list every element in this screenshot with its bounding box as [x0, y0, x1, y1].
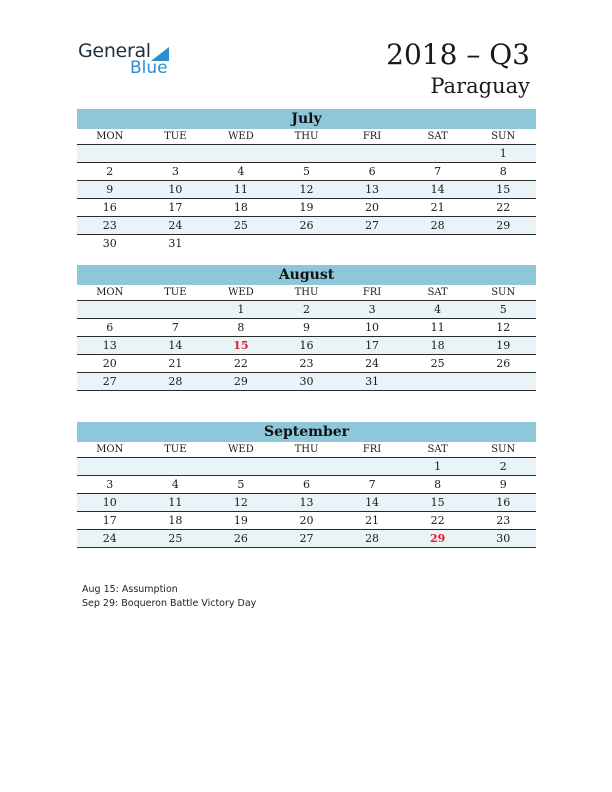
day-cell: 27	[102, 375, 117, 388]
day-cell: 22	[496, 201, 511, 214]
month-august	[77, 265, 536, 391]
day-cell: 13	[365, 183, 380, 196]
day-cell: 17	[365, 339, 380, 352]
day-cell: 6	[368, 165, 376, 178]
week-row	[77, 494, 536, 512]
day-cell: 31	[365, 375, 380, 388]
day-cell: 1	[237, 303, 245, 316]
day-cell: 9	[499, 478, 507, 491]
weekday-label: THU	[294, 444, 319, 455]
day-cell: 12	[233, 496, 248, 509]
day-cell: 21	[168, 357, 183, 370]
weekday-label: FRI	[362, 131, 382, 142]
month-title: August	[77, 265, 536, 285]
day-cell: 11	[430, 321, 445, 334]
day-cell: 19	[496, 339, 511, 352]
day-cell: 7	[368, 478, 376, 491]
day-cell: 26	[299, 219, 314, 232]
day-cell: 23	[102, 219, 117, 232]
day-cell: 5	[237, 478, 245, 491]
weekday-header-row	[77, 442, 536, 458]
day-cell: 25	[233, 219, 248, 232]
day-cell: 18	[168, 514, 183, 527]
day-cell: 2	[302, 303, 310, 316]
day-cell: 6	[302, 478, 310, 491]
weekday-label: TUE	[164, 131, 187, 142]
weekday-header-row	[77, 129, 536, 145]
weekday-label: SUN	[491, 287, 516, 298]
month-title: September	[77, 422, 536, 442]
day-cell: 23	[496, 514, 511, 527]
day-cell	[339, 235, 405, 252]
week-row	[77, 235, 536, 252]
week-row	[77, 145, 536, 163]
day-cell: 29	[496, 219, 511, 232]
day-cell: 5	[302, 165, 310, 178]
day-cell	[339, 145, 405, 162]
week-row	[77, 337, 536, 355]
day-cell: 20	[102, 357, 117, 370]
day-cell: 1	[499, 147, 507, 160]
day-cell: 6	[106, 321, 114, 334]
week-row	[77, 301, 536, 319]
day-cell: 3	[368, 303, 376, 316]
holiday-day-cell: 29	[429, 532, 446, 545]
day-cell: 11	[233, 183, 248, 196]
day-cell: 18	[233, 201, 248, 214]
day-cell: 18	[430, 339, 445, 352]
weekday-label: FRI	[362, 444, 382, 455]
week-row	[77, 530, 536, 548]
day-cell: 27	[299, 532, 314, 545]
weekday-label: MON	[96, 287, 124, 298]
day-cell	[77, 301, 143, 318]
day-cell: 10	[365, 321, 380, 334]
weekday-header-row	[77, 285, 536, 301]
day-cell	[77, 458, 143, 475]
day-cell: 19	[299, 201, 314, 214]
holiday-day-cell: 15	[233, 339, 249, 352]
day-cell: 28	[365, 532, 380, 545]
day-cell: 12	[496, 321, 511, 334]
day-cell: 16	[102, 201, 117, 214]
day-cell: 12	[299, 183, 314, 196]
weekday-label: TUE	[164, 287, 187, 298]
day-cell	[208, 458, 274, 475]
day-cell: 10	[102, 496, 117, 509]
day-cell: 8	[237, 321, 245, 334]
week-row	[77, 476, 536, 494]
day-cell	[274, 235, 340, 252]
page-title: 2018 – Q3	[386, 38, 530, 71]
day-cell: 2	[106, 165, 114, 178]
day-cell: 24	[365, 357, 380, 370]
weekday-label: SAT	[427, 287, 448, 298]
day-cell: 16	[496, 496, 511, 509]
day-cell: 14	[430, 183, 445, 196]
month-july	[77, 109, 536, 252]
day-cell: 26	[496, 357, 511, 370]
day-cell: 7	[434, 165, 442, 178]
day-cell: 16	[299, 339, 314, 352]
day-cell: 21	[365, 514, 380, 527]
day-cell: 17	[102, 514, 117, 527]
day-cell: 22	[233, 357, 248, 370]
day-cell: 10	[168, 183, 183, 196]
holiday-note: Aug 15: Assumption	[82, 584, 178, 595]
week-row	[77, 163, 536, 181]
week-row	[77, 217, 536, 235]
weekday-label: MON	[96, 444, 124, 455]
day-cell: 8	[434, 478, 442, 491]
day-cell: 30	[496, 532, 511, 545]
day-cell: 7	[171, 321, 179, 334]
week-row	[77, 319, 536, 337]
day-cell: 3	[106, 478, 114, 491]
day-cell	[143, 301, 209, 318]
logo-text-blue: Blue	[130, 58, 168, 78]
weekday-label: WED	[228, 444, 254, 455]
week-row	[77, 181, 536, 199]
weekday-label: SUN	[491, 444, 516, 455]
week-row	[77, 373, 536, 391]
day-cell: 4	[434, 303, 442, 316]
day-cell: 26	[233, 532, 248, 545]
day-cell	[143, 145, 209, 162]
day-cell: 28	[430, 219, 445, 232]
weekday-label: THU	[294, 287, 319, 298]
day-cell: 17	[168, 201, 183, 214]
day-cell	[405, 235, 471, 252]
day-cell: 3	[171, 165, 179, 178]
day-cell: 30	[299, 375, 314, 388]
day-cell: 25	[430, 357, 445, 370]
day-cell: 1	[434, 460, 442, 473]
day-cell: 28	[168, 375, 183, 388]
weekday-label: TUE	[164, 444, 187, 455]
day-cell: 4	[171, 478, 179, 491]
day-cell	[208, 235, 274, 252]
day-cell: 30	[102, 237, 117, 250]
day-cell: 20	[299, 514, 314, 527]
day-cell	[274, 145, 340, 162]
weekday-label: THU	[294, 131, 319, 142]
day-cell: 4	[237, 165, 245, 178]
day-cell: 23	[299, 357, 314, 370]
day-cell: 22	[430, 514, 445, 527]
day-cell: 9	[302, 321, 310, 334]
day-cell: 19	[233, 514, 248, 527]
country-name: Paraguay	[430, 74, 530, 98]
month-september	[77, 422, 536, 548]
holiday-notes	[82, 583, 256, 611]
day-cell: 5	[499, 303, 507, 316]
logo-text-general: General	[78, 40, 151, 62]
holiday-note: Sep 29: Boqueron Battle Victory Day	[82, 598, 257, 609]
weekday-label: SUN	[491, 131, 516, 142]
week-row	[77, 199, 536, 217]
day-cell: 8	[499, 165, 507, 178]
day-cell	[405, 145, 471, 162]
day-cell: 15	[496, 183, 511, 196]
weekday-label: WED	[228, 131, 254, 142]
day-cell: 20	[365, 201, 380, 214]
week-row	[77, 458, 536, 476]
day-cell: 14	[168, 339, 183, 352]
day-cell: 27	[365, 219, 380, 232]
weekday-label: SAT	[427, 131, 448, 142]
weekday-label: FRI	[362, 287, 382, 298]
day-cell	[208, 145, 274, 162]
day-cell: 15	[430, 496, 445, 509]
day-cell: 11	[168, 496, 183, 509]
day-cell: 25	[168, 532, 183, 545]
day-cell	[274, 458, 340, 475]
day-cell: 13	[299, 496, 314, 509]
day-cell	[339, 458, 405, 475]
week-row	[77, 512, 536, 530]
day-cell	[143, 458, 209, 475]
day-cell: 24	[102, 532, 117, 545]
day-cell: 21	[430, 201, 445, 214]
day-cell: 2	[499, 460, 507, 473]
day-cell: 9	[106, 183, 114, 196]
day-cell: 13	[102, 339, 117, 352]
day-cell	[470, 373, 536, 390]
month-title: July	[77, 109, 536, 129]
generalblue-logo	[78, 40, 178, 80]
day-cell: 31	[168, 237, 183, 250]
week-row	[77, 355, 536, 373]
day-cell	[77, 145, 143, 162]
day-cell: 14	[365, 496, 380, 509]
weekday-label: MON	[96, 131, 124, 142]
day-cell: 24	[168, 219, 183, 232]
day-cell	[405, 373, 471, 390]
day-cell	[470, 235, 536, 252]
weekday-label: SAT	[427, 444, 448, 455]
weekday-label: WED	[228, 287, 254, 298]
day-cell: 29	[233, 375, 248, 388]
